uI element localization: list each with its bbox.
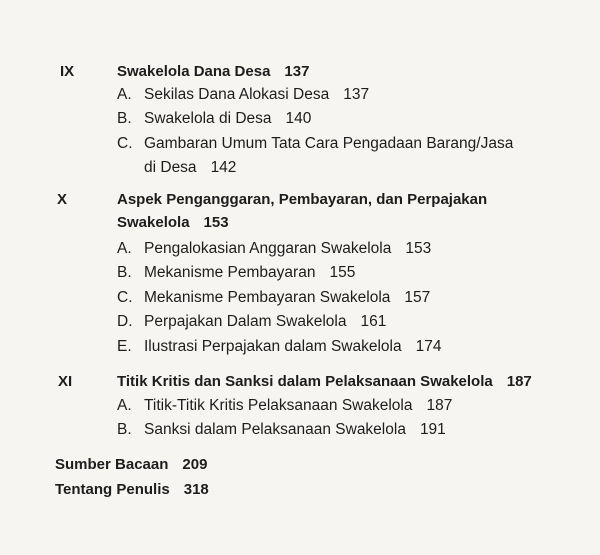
toc-item-title: Sanksi dalam Pelaksanaan Swakelola bbox=[144, 421, 406, 438]
toc-item-page: 161 bbox=[360, 313, 387, 330]
toc-item-title: Sekilas Dana Alokasi Desa bbox=[144, 86, 330, 103]
toc-item-letter: A. bbox=[117, 86, 132, 103]
toc-item-title: Titik-Titik Kritis Pelaksanaan Swakelola bbox=[144, 397, 413, 414]
toc-item-title-cont: di Desa bbox=[144, 159, 197, 176]
toc-item-letter: B. bbox=[117, 110, 132, 127]
chapter-title-line: Aspek Penganggaran, Pembayaran, dan Perpajakan bbox=[117, 191, 488, 208]
toc-item-page: 137 bbox=[343, 86, 370, 103]
chapter-title-line: Swakelola Dana Desa bbox=[117, 63, 271, 80]
toc-item-letter: B. bbox=[117, 264, 132, 281]
back-matter-page: 209 bbox=[182, 456, 208, 473]
toc-item-letter: C. bbox=[117, 135, 133, 152]
toc-item-title: Pengalokasian Anggaran Swakelola bbox=[144, 240, 392, 257]
toc-item-page: 174 bbox=[415, 338, 442, 355]
back-matter-tentang-penulis bbox=[55, 481, 209, 498]
toc-item-page: 155 bbox=[329, 264, 356, 281]
back-matter-title: Tentang Penulis bbox=[55, 481, 170, 498]
toc-item-title: Perpajakan Dalam Swakelola bbox=[144, 313, 347, 330]
chapter-page-number: 153 bbox=[203, 214, 229, 231]
toc-item-title: Gambaran Umum Tata Cara Pengadaan Barang/Jasa bbox=[144, 135, 514, 152]
toc-item-page: 153 bbox=[405, 240, 432, 257]
chapter-number: XI bbox=[58, 373, 73, 390]
toc-item-page: 157 bbox=[404, 289, 431, 306]
toc-item-title: Mekanisme Pembayaran bbox=[144, 264, 316, 281]
chapter-page-number: 137 bbox=[284, 63, 310, 80]
chapter-page-number: 187 bbox=[506, 373, 532, 390]
toc-item-letter: D. bbox=[117, 313, 133, 330]
back-matter-title: Sumber Bacaan bbox=[55, 456, 169, 473]
toc-item-letter: A. bbox=[117, 397, 132, 414]
toc-item-page: 191 bbox=[419, 421, 446, 438]
toc-item-letter: A. bbox=[117, 240, 132, 257]
chapter-title-line: Swakelola bbox=[117, 214, 190, 231]
chapter-number: IX bbox=[60, 63, 75, 80]
toc-item-letter: E. bbox=[117, 338, 132, 355]
back-matter-page: 318 bbox=[183, 481, 209, 498]
toc-item-page: 187 bbox=[426, 397, 453, 414]
chapter-title-line: Titik Kritis dan Sanksi dalam Pelaksanaan Swakelola bbox=[117, 373, 493, 390]
chapter-title bbox=[117, 60, 567, 83]
toc-item-title: Swakelola di Desa bbox=[144, 110, 272, 127]
back-matter-sumber-bacaan bbox=[55, 456, 207, 473]
toc-item-letter: B. bbox=[117, 421, 132, 438]
toc-item-page: 142 bbox=[210, 159, 237, 176]
chapter-title bbox=[117, 188, 567, 234]
toc-item-page: 140 bbox=[285, 110, 312, 127]
chapter-number: X bbox=[57, 191, 68, 208]
toc-item-title: Mekanisme Pembayaran Swakelola bbox=[144, 289, 391, 306]
toc-item-title: Ilustrasi Perpajakan dalam Swakelola bbox=[144, 338, 402, 355]
chapter-title bbox=[117, 370, 567, 393]
toc-item-letter: C. bbox=[117, 289, 133, 306]
